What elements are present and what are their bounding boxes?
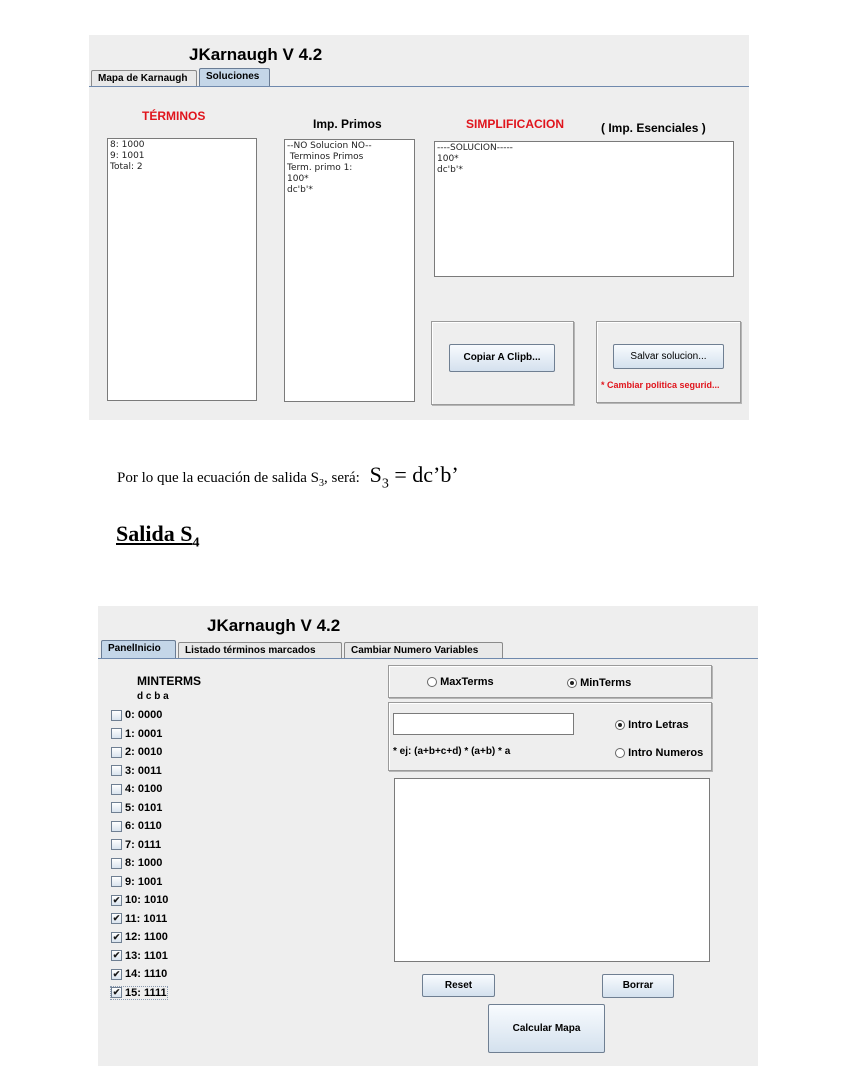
save-solution-button[interactable]: Salvar solucion... bbox=[613, 344, 724, 369]
minterm-label: 10: 1010 bbox=[125, 894, 169, 906]
security-warning: * Cambiar politica segurid... bbox=[601, 380, 720, 390]
list-item: 9: 1001 bbox=[110, 151, 145, 161]
borrar-button[interactable]: Borrar bbox=[602, 974, 674, 998]
example-hint: * ej: (a+b+c+d) * (a+b) * a bbox=[393, 746, 511, 757]
minterm-label: 9: 1001 bbox=[125, 875, 163, 888]
radio-intro-numeros-button[interactable] bbox=[615, 748, 625, 758]
copy-button-frame bbox=[431, 321, 574, 405]
minterm-label: 7: 0111 bbox=[125, 838, 162, 851]
minterm-checkbox[interactable] bbox=[111, 765, 122, 776]
copy-to-clipboard-button[interactable]: Copiar A Clipb... bbox=[449, 344, 555, 372]
list-item: 100* bbox=[287, 174, 309, 184]
term-type-frame bbox=[388, 665, 712, 698]
minterm-row[interactable] bbox=[111, 802, 162, 814]
list-item: dc'b'* bbox=[437, 165, 463, 175]
tab-cambiar-variables[interactable]: Cambiar Numero Variables bbox=[344, 642, 503, 658]
minterm-label: 1: 0001 bbox=[125, 727, 163, 740]
radio-intro-letras-label: Intro Letras bbox=[628, 719, 689, 731]
minterm-label: 5: 0101 bbox=[125, 801, 163, 814]
variables-label: d c b a bbox=[137, 691, 169, 702]
minterm-row[interactable] bbox=[111, 950, 168, 962]
tab-mapa-karnaugh[interactable]: Mapa de Karnaugh bbox=[91, 70, 197, 86]
app-title: JKarnaugh V 4.2 bbox=[189, 45, 323, 64]
equation-rhs: = dc’b’ bbox=[388, 462, 459, 487]
minterm-checkbox[interactable] bbox=[111, 747, 122, 758]
tab-soluciones[interactable]: Soluciones bbox=[199, 68, 270, 86]
expression-input[interactable] bbox=[393, 713, 574, 735]
radio-maxterms[interactable] bbox=[427, 676, 494, 688]
sentence-prefix: Por lo que la ecuación de salida S bbox=[117, 470, 320, 486]
list-item: Total: 2 bbox=[110, 162, 143, 172]
heading-text: Salida S bbox=[116, 521, 193, 546]
minterms-label: MINTERMS bbox=[137, 674, 201, 688]
minterm-row[interactable] bbox=[111, 820, 162, 832]
list-item: Terminos Primos bbox=[287, 152, 364, 162]
radio-intro-numeros[interactable] bbox=[615, 747, 703, 759]
radio-intro-numeros-label: Intro Numeros bbox=[628, 747, 704, 759]
equation bbox=[369, 462, 459, 492]
minterm-row[interactable] bbox=[111, 765, 162, 777]
output-text-area[interactable] bbox=[394, 778, 710, 962]
minterm-label: 11: 1011 bbox=[125, 912, 168, 925]
screenshot-soluciones bbox=[89, 35, 749, 420]
radio-intro-letras[interactable] bbox=[615, 719, 689, 731]
minterm-row[interactable] bbox=[111, 783, 162, 795]
radio-maxterms-button[interactable] bbox=[427, 677, 437, 687]
minterm-checkbox[interactable] bbox=[111, 784, 122, 795]
minterm-row[interactable] bbox=[111, 968, 167, 980]
equation-variable: S bbox=[369, 462, 382, 487]
minterm-checkbox[interactable] bbox=[111, 728, 122, 739]
minterm-checkbox[interactable] bbox=[111, 839, 122, 850]
tab-panel-inicio[interactable]: PanelInicio bbox=[101, 640, 176, 658]
minterm-row[interactable] bbox=[111, 894, 168, 906]
reset-button[interactable]: Reset bbox=[422, 974, 495, 997]
terminos-list[interactable] bbox=[107, 138, 257, 401]
minterm-label: 0: 0000 bbox=[125, 709, 163, 721]
minterm-label: 14: 1110 bbox=[125, 968, 168, 980]
minterm-label: 12: 1100 bbox=[125, 931, 168, 943]
minterm-checkbox[interactable]: ✔ bbox=[112, 950, 121, 961]
save-button-frame bbox=[596, 321, 741, 403]
expression-frame bbox=[388, 702, 712, 771]
tab-divider bbox=[89, 86, 749, 87]
simplificacion-label: SIMPLIFICACION bbox=[466, 117, 564, 131]
list-item: ----SOLUCION----- bbox=[437, 143, 513, 153]
minterm-label: 3: 0011 bbox=[125, 764, 162, 777]
output-equation-sentence bbox=[117, 462, 459, 492]
minterm-checkbox[interactable]: ✔ bbox=[112, 968, 121, 979]
list-item: 8: 1000 bbox=[110, 140, 145, 150]
minterm-checkbox[interactable] bbox=[111, 876, 122, 887]
minterm-row[interactable] bbox=[111, 728, 162, 740]
minterm-checkbox[interactable]: ✔ bbox=[112, 987, 121, 998]
screenshot-panel-inicio bbox=[98, 606, 758, 1066]
minterm-row[interactable] bbox=[111, 746, 162, 758]
section-heading bbox=[116, 521, 199, 551]
sentence-subscript: 3 bbox=[319, 478, 325, 489]
simplificacion-list[interactable] bbox=[434, 141, 734, 277]
radio-minterms[interactable] bbox=[567, 677, 631, 689]
minterm-label: 4: 0100 bbox=[125, 783, 163, 795]
app-title: JKarnaugh V 4.2 bbox=[207, 616, 341, 635]
minterm-row[interactable] bbox=[111, 876, 162, 888]
list-item: 100* bbox=[437, 154, 459, 164]
minterm-row[interactable] bbox=[111, 839, 161, 851]
terminos-label: TÉRMINOS bbox=[142, 109, 206, 123]
equation-subscript: 3 bbox=[381, 476, 389, 492]
calcular-mapa-button[interactable]: Calcular Mapa bbox=[488, 1004, 605, 1053]
minterm-label: 15: 1111 bbox=[125, 986, 167, 999]
minterm-checkbox[interactable] bbox=[111, 710, 122, 721]
sentence-suffix: , será: bbox=[324, 470, 360, 486]
minterm-label: 8: 1000 bbox=[125, 857, 163, 869]
radio-intro-letras-button[interactable] bbox=[615, 720, 625, 730]
minterm-checkbox[interactable] bbox=[111, 821, 122, 832]
radio-minterms-button[interactable] bbox=[567, 678, 577, 688]
minterm-row[interactable] bbox=[111, 931, 168, 943]
radio-maxterms-label: MaxTerms bbox=[440, 676, 494, 688]
minterm-checkbox[interactable] bbox=[111, 858, 122, 869]
minterm-label: 2: 0010 bbox=[125, 746, 163, 758]
list-item: dc'b'* bbox=[287, 185, 313, 195]
imp-esenciales-label: ( Imp. Esenciales ) bbox=[601, 121, 706, 135]
minterm-row[interactable] bbox=[111, 709, 162, 721]
minterm-row[interactable] bbox=[111, 857, 162, 869]
tab-listado-terminos[interactable]: Listado términos marcados bbox=[178, 642, 342, 658]
minterm-label: 13: 1101 bbox=[125, 949, 168, 962]
minterm-label: 6: 0110 bbox=[125, 820, 162, 832]
list-item: Term. primo 1: bbox=[287, 163, 353, 173]
minterm-row[interactable] bbox=[111, 987, 167, 999]
minterm-checkbox[interactable]: ✔ bbox=[112, 931, 121, 942]
minterm-checkbox[interactable] bbox=[111, 802, 122, 813]
minterm-checkbox[interactable]: ✔ bbox=[112, 913, 121, 924]
heading-subscript: 4 bbox=[192, 535, 200, 551]
minterm-row[interactable] bbox=[111, 913, 167, 925]
imp-primos-list[interactable] bbox=[284, 139, 415, 402]
radio-minterms-label: MinTerms bbox=[580, 677, 632, 689]
minterm-checkbox[interactable]: ✔ bbox=[112, 894, 121, 905]
tab-divider bbox=[98, 658, 758, 659]
imp-primos-label: Imp. Primos bbox=[313, 117, 382, 131]
list-item: --NO Solucion NO-- bbox=[287, 141, 372, 151]
